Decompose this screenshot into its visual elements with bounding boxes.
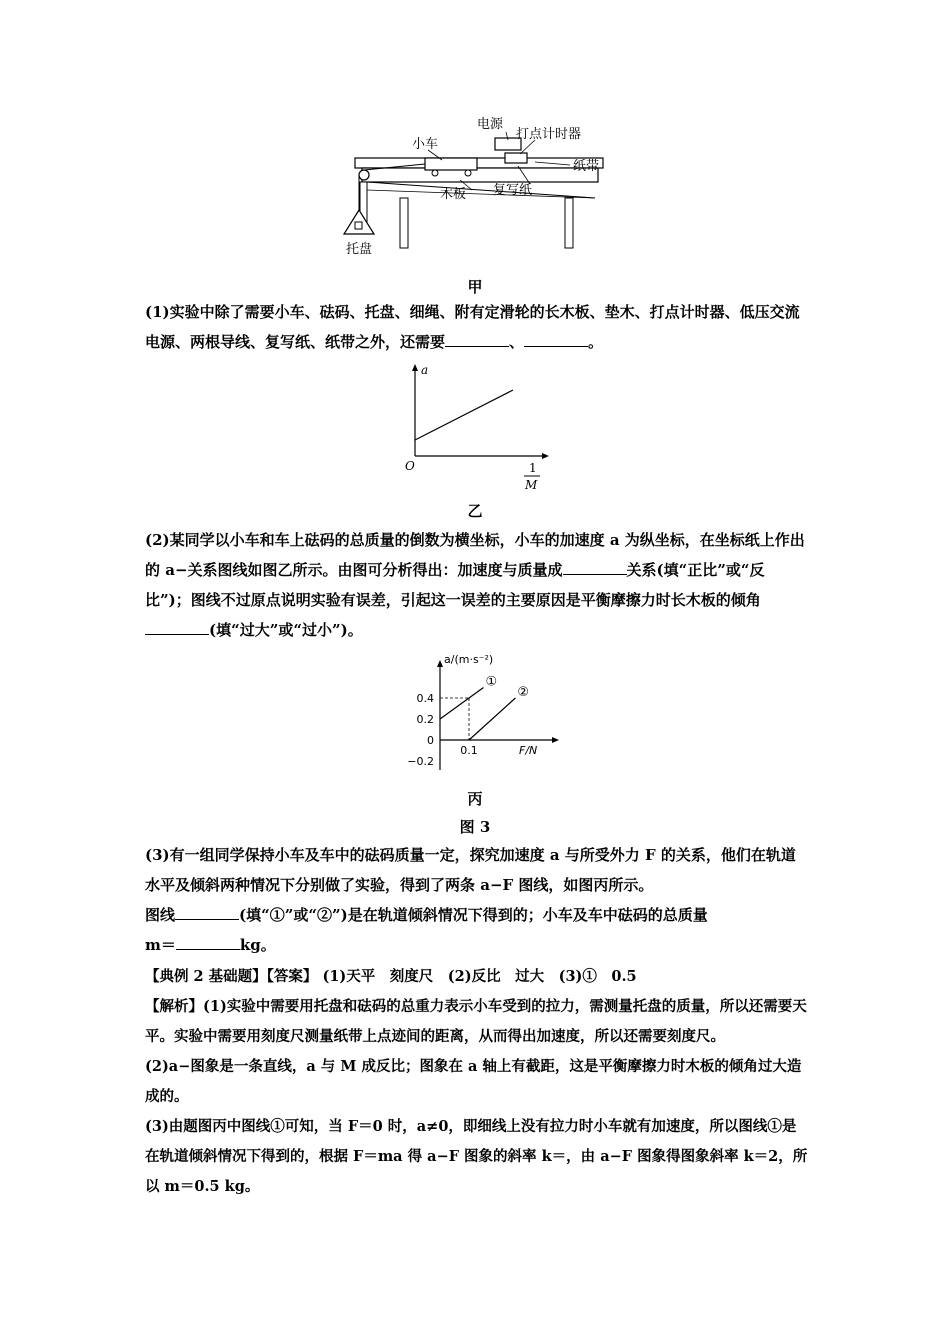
- apparatus-figure: [330, 110, 620, 260]
- y-tick-label: 0.2: [416, 713, 434, 726]
- chart-bing: [395, 650, 565, 775]
- label-power: 电源: [477, 117, 504, 132]
- series-line-1: [440, 688, 484, 720]
- graph-yi: [395, 360, 555, 495]
- label-board: 木板: [440, 187, 467, 202]
- q1-end: 。: [588, 333, 604, 351]
- q3-text-c-pre: m＝: [145, 936, 176, 954]
- q1-blank-2: [524, 332, 588, 347]
- series-line-2: [469, 698, 515, 740]
- x-tick-label: 0.1: [460, 744, 478, 757]
- timer: [505, 153, 527, 163]
- label-tape: 纸带: [573, 159, 600, 174]
- q2-text-c: (填“过大”或“过小”)。: [209, 621, 363, 639]
- analysis-1: 【解析】(1)实验中需要用托盘和砝码的总重力表示小车受到的拉力，需测量托盘的质量，所以还需要天平。实验中需要用刻度尺测量纸带上点迹间的距离，从而得出加速度，所以还需要刻度尺。: [145, 998, 807, 1045]
- q3-text-c-post: kg。: [239, 936, 276, 954]
- q2-blank-1: [563, 560, 627, 575]
- y-tick-label: 0: [427, 734, 434, 747]
- answer-line: 【典例 2 基础题】【答案】 (1)天平 刻度尺 (2)反比 过大 (3)① 0.5: [145, 968, 637, 985]
- question-2: [145, 525, 810, 645]
- q3-blank-2: [176, 935, 240, 950]
- analysis-3: (3)由题图丙中图线①可知，当 F＝0 时，a≠0，即细线上没有拉力时小车就有加速度，所以图线①是在轨道倾斜情况下得到的，根据 F＝ma 得 a−F 图象的斜率 k＝，由 a−F 图象得图象斜率 k＝2，所以 m＝0.5 kg。: [145, 1118, 808, 1195]
- y-axis-label: a: [421, 363, 429, 377]
- graph-yi-line: [415, 390, 513, 440]
- label-carbon: 复写纸: [493, 183, 533, 198]
- cart: [425, 158, 477, 170]
- label-cart: 小车: [412, 137, 439, 152]
- q3-text-b-mid: (填“①”或“②”)是在轨道倾斜情况下得到的；小车及车中砝码的总质量: [239, 906, 708, 924]
- series-label-2: ②: [517, 685, 530, 700]
- q1-sep: 、: [509, 333, 525, 351]
- chart-ylabel: a/(m·s⁻²): [444, 653, 494, 666]
- y-tick-label: 0.4: [416, 692, 434, 705]
- q2-text-a: (2)某同学以小车和车上砝码的总质量的倒数为横坐标，小车的加速度 a 为纵坐标，在坐标纸上作出的 a−关系图线如图乙所示。由图可分析得出：加速度与质量成: [145, 531, 805, 579]
- question-3: [145, 840, 810, 960]
- label-timer: 打点计时器: [516, 127, 582, 142]
- q3-blank-1: [175, 905, 239, 920]
- q2-blank-2: [145, 620, 209, 635]
- track-board: [362, 168, 598, 182]
- q3-text-a: (3)有一组同学保持小车及车中的砝码质量一定，探究加速度 a 与所受外力 F 的关系，他们在轨道水平及倾斜两种情况下分别做了实验，得到了两条 a−F 图线，如图丙所示。: [145, 846, 796, 894]
- origin-label: O: [405, 459, 415, 473]
- answer-section: [145, 962, 810, 1202]
- x-num: 1: [529, 461, 537, 475]
- q3-text-b-pre: 图线: [145, 906, 176, 924]
- caption-bing: 丙: [467, 790, 483, 808]
- q1-text: (1)实验中除了需要小车、砝码、托盘、细绳、附有定滑轮的长木板、垫木、打点计时器、低压交流电源、两根导线、复写纸、纸带之外，还需要: [145, 303, 800, 351]
- pulley: [359, 170, 369, 180]
- figure-title: 图 3: [459, 818, 491, 836]
- q1-blank-1: [445, 332, 509, 347]
- table-top: [355, 158, 603, 168]
- y-tick-label: −0.2: [407, 755, 434, 768]
- chart-xlabel: F/N: [519, 744, 538, 757]
- question-1: [145, 297, 810, 357]
- x-den: M: [525, 478, 538, 492]
- series-label-1: ①: [485, 674, 498, 690]
- table-leg: [400, 198, 408, 248]
- q2-text-b: 关系(填“正比”或“反比”)；图线不过原点说明实验有误差，引起这一误差的主要原因是平衡摩擦力时长木板的倾角: [145, 561, 765, 609]
- analysis-2: (2)a−图象是一条直线，a 与 M 成反比；图象在 a 轴上有截距，这是平衡摩擦力时木板的倾角过大造成的。: [145, 1058, 802, 1105]
- label-tray: 托盘: [346, 242, 373, 257]
- caption-yi: 乙: [467, 502, 483, 520]
- caption-jia: 甲: [467, 278, 483, 296]
- table-leg: [565, 198, 573, 248]
